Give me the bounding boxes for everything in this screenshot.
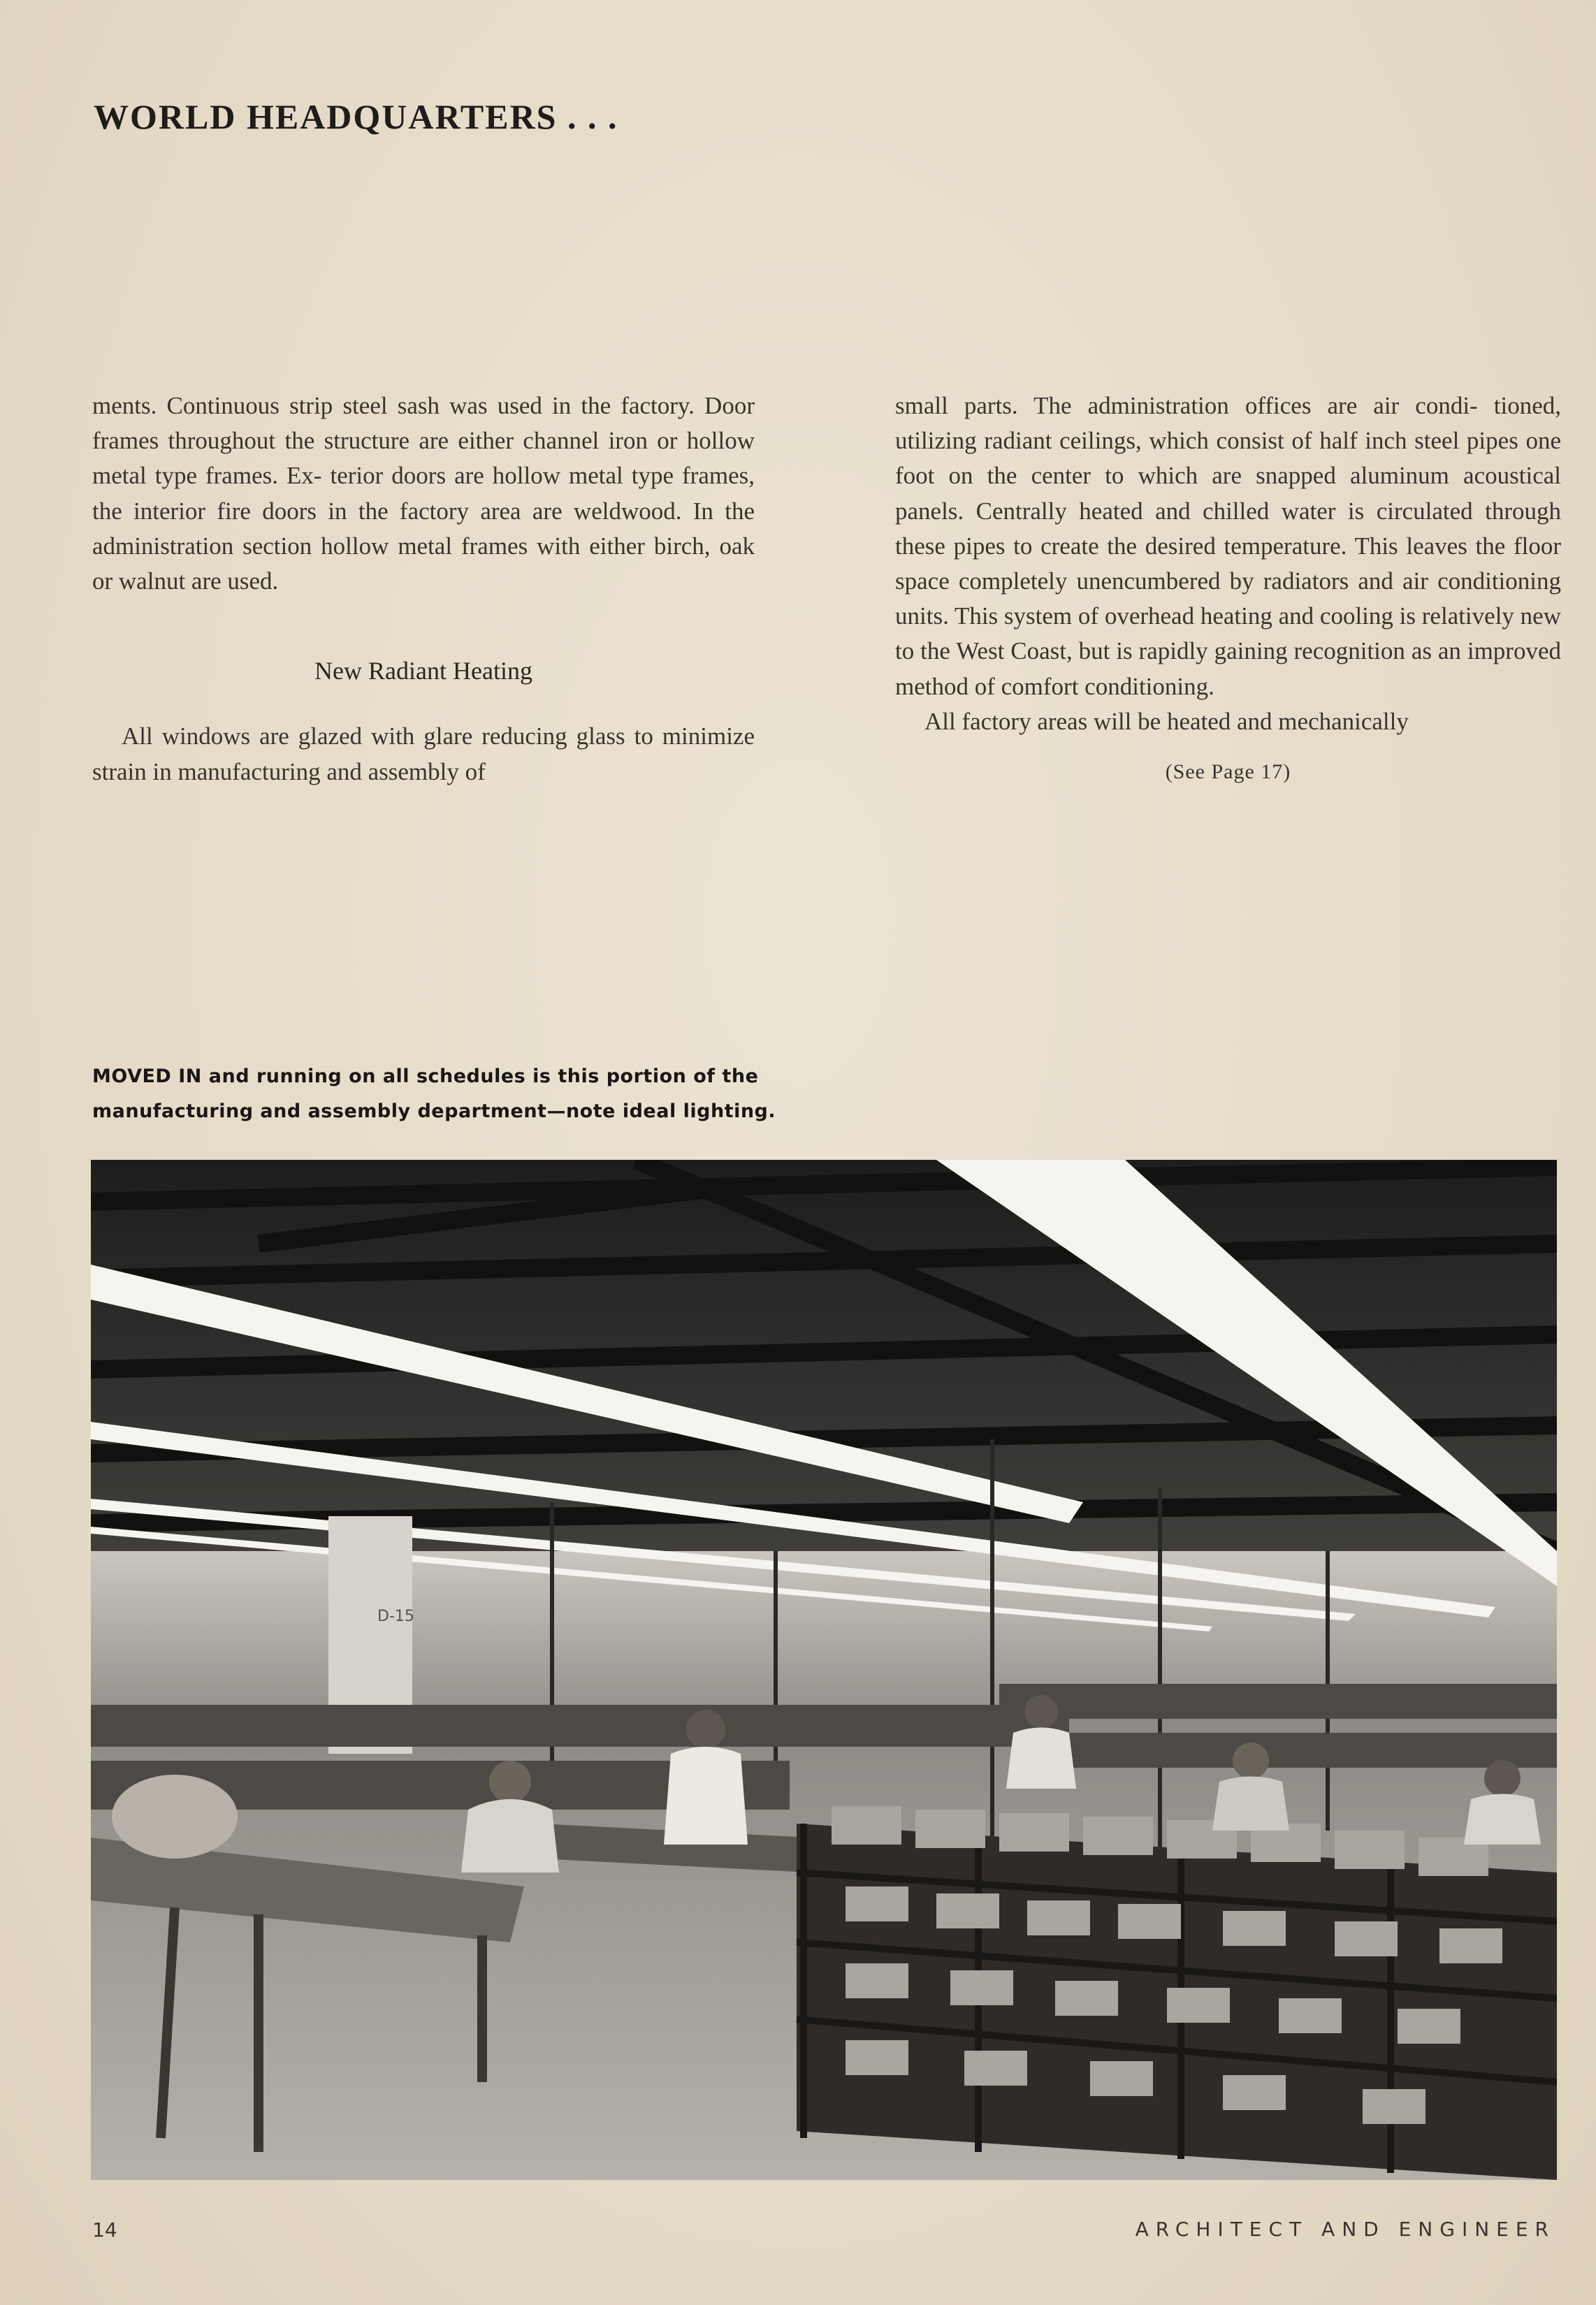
wall-sign-label: D-15 — [377, 1608, 414, 1625]
section-subheading: New Radiant Heating — [314, 657, 532, 685]
continuation-note: (See Page 17) — [1165, 760, 1291, 784]
right-paragraph-1: small parts. The administration offices are air condi- tioned, utilizing radiant ceilings, which consist of half inch steel pipes one foot on the center to which are snapped aluminum acoustical panels. Centrally heated and chilled water is circulated through these pipes to create the desired temperature. This leaves the floor space completely unencumbered by radiators and air conditioning units. This system of overhead heating and cooling is relatively new to the West Coast, but is rapidly gaining recognition as an improved method of comfort conditioning. — [895, 392, 1561, 700]
right-text-column — [895, 388, 1561, 790]
left-text-column — [92, 388, 755, 790]
factory-photo-illustration — [91, 1160, 1557, 2180]
page-number: 14 — [92, 2218, 117, 2241]
left-paragraph-1: ments. Continuous strip steel sash was used in the factory. Door frames throughout the structure are either channel iron or hollow metal type frames. Ex- terior doors are hollow metal type frames, the interior fire doors in the factory area are weldwood. In the administration section hollow metal frames with either birch, oak or walnut are used. — [92, 392, 755, 595]
photo-caption: MOVED IN and running on all schedules is this portion of the manufacturing and assembly department—note ideal lighting. — [92, 1066, 776, 1122]
factory-photograph — [91, 1160, 1557, 2180]
left-paragraph-2: All windows are glazed with glare reducing glass to minimize strain in manufacturing and assembly of — [92, 722, 755, 785]
typewriter-rack — [797, 1806, 1557, 2180]
publication-name: ARCHITECT AND ENGINEER — [1135, 2218, 1555, 2241]
page-header-title: WORLD HEADQUARTERS . . . — [94, 97, 618, 136]
right-paragraph-2: All factory areas will be heated and mechanically — [924, 707, 1409, 735]
